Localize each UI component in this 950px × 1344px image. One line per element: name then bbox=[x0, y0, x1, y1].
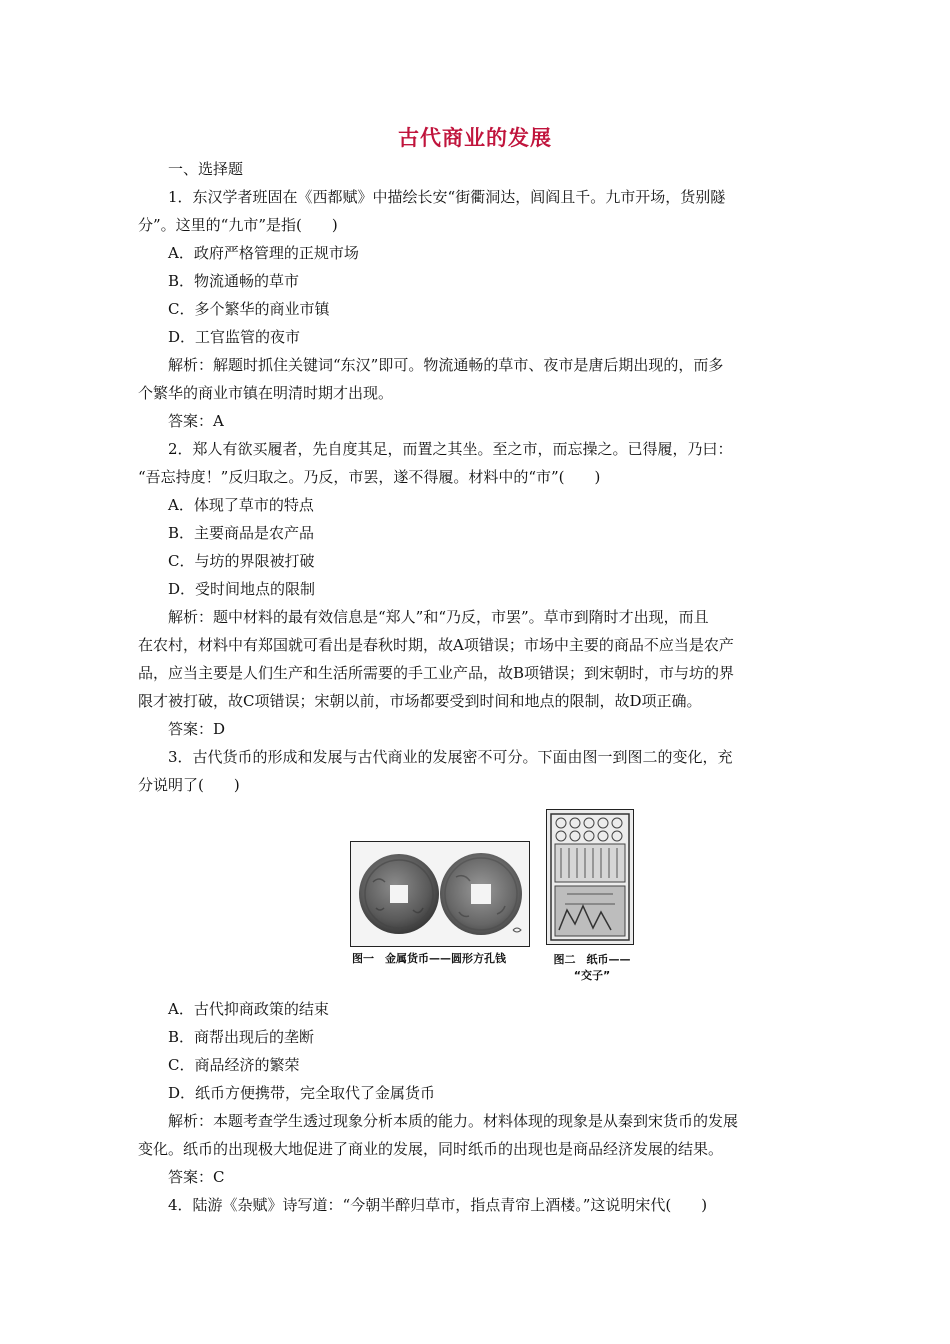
question-3-stem: 3．古代货币的形成和发展与古代商业的发展密不可分。下面由图一到图二的变化，充 bbox=[168, 748, 733, 766]
question-2-option-d: D．受时间地点的限制 bbox=[168, 580, 316, 598]
figure-2-caption-line-2: “交子” bbox=[573, 969, 611, 982]
question-2-analysis-cont-2: 品，应当主要是人们生产和生活所需要的手工业产品，故B项错误；到宋朝时，市与坊的界 bbox=[138, 664, 735, 682]
question-2-analysis-cont-1: 在农村，材料中有郑国就可看出是春秋时期，故A项错误；市场中主要的商品不应当是农产 bbox=[138, 636, 734, 654]
metal-coins-image bbox=[350, 841, 530, 947]
question-3-option-a: A．古代抑商政策的结束 bbox=[168, 1000, 329, 1018]
question-3-analysis: 解析：本题考查学生透过现象分析本质的能力。材料体现的现象是从秦到宋货币的发展 bbox=[168, 1112, 739, 1130]
question-1-option-c: C．多个繁华的商业市镇 bbox=[168, 300, 330, 318]
question-1-stem-cont: 分”。这里的“九市”是指( ) bbox=[138, 216, 338, 234]
question-1-stem: 1．东汉学者班固在《西都赋》中描绘长安“街衢洞达，闾阎且千。九市开场，货别隧 bbox=[168, 188, 726, 206]
question-2-option-a: A．体现了草市的特点 bbox=[168, 496, 314, 514]
question-2-option-b: B．主要商品是农产品 bbox=[168, 524, 315, 542]
question-2-stem: 2．郑人有欲买履者，先自度其足，而置之其坐。至之市，而忘操之。已得履，乃曰： bbox=[168, 440, 733, 458]
question-3-stem-cont: 分说明了( ) bbox=[138, 776, 240, 794]
question-3-analysis-cont: 变化。纸币的出现极大地促进了商业的发展，同时纸币的出现也是商品经济发展的结果。 bbox=[138, 1140, 724, 1158]
question-1-option-d: D．工官监管的夜市 bbox=[168, 328, 301, 346]
document-body bbox=[138, 155, 814, 1219]
figure-2-caption bbox=[542, 952, 642, 984]
question-3-option-b: B．商帮出现后的垄断 bbox=[168, 1028, 315, 1046]
coin-figures bbox=[138, 809, 814, 987]
figure-1-caption: 图一 金属货币——圆形方孔钱 bbox=[352, 952, 506, 965]
question-4-stem: 4．陆游《杂赋》诗写道：“今朝半醉归草市，指点青帘上酒楼。”这说明宋代( ) bbox=[168, 1196, 708, 1214]
question-1-option-b: B．物流通畅的草市 bbox=[168, 272, 300, 290]
question-3-answer: 答案：C bbox=[168, 1168, 225, 1186]
question-2-stem-cont: “吾忘持度！”反归取之。乃反，市罢，遂不得履。材料中的“市”( ) bbox=[138, 468, 601, 486]
question-1-analysis-cont: 个繁华的商业市镇在明清时期才出现。 bbox=[138, 384, 394, 402]
question-1-option-a: A．政府严格管理的正规市场 bbox=[168, 244, 359, 262]
question-1-answer: 答案：A bbox=[168, 412, 224, 430]
question-2-option-c: C．与坊的界限被打破 bbox=[168, 552, 315, 570]
question-1-analysis: 解析：解题时抓住关键词“东汉”即可。物流通畅的草市、夜市是唐后期出现的，而多 bbox=[168, 356, 724, 374]
question-2-answer: 答案：D bbox=[168, 720, 226, 738]
section-heading: 一、选择题 bbox=[168, 160, 244, 178]
paper-money-jiaozi-image bbox=[546, 809, 634, 945]
question-3-option-d: D．纸币方便携带，完全取代了金属货币 bbox=[168, 1084, 436, 1102]
question-3-option-c: C．商品经济的繁荣 bbox=[168, 1056, 300, 1074]
question-2-analysis: 解析：题中材料的最有效信息是“郑人”和“乃反，市罢”。草市到隋时才出现，而且 bbox=[168, 608, 709, 626]
question-2-analysis-cont-3: 限才被打破，故C项错误；宋朝以前，市场都要受到时间和地点的限制，故D项正确。 bbox=[138, 692, 702, 710]
figure-2-caption-line-1: 图二 纸币—— bbox=[553, 953, 631, 966]
page-title: 古代商业的发展 bbox=[398, 125, 552, 150]
